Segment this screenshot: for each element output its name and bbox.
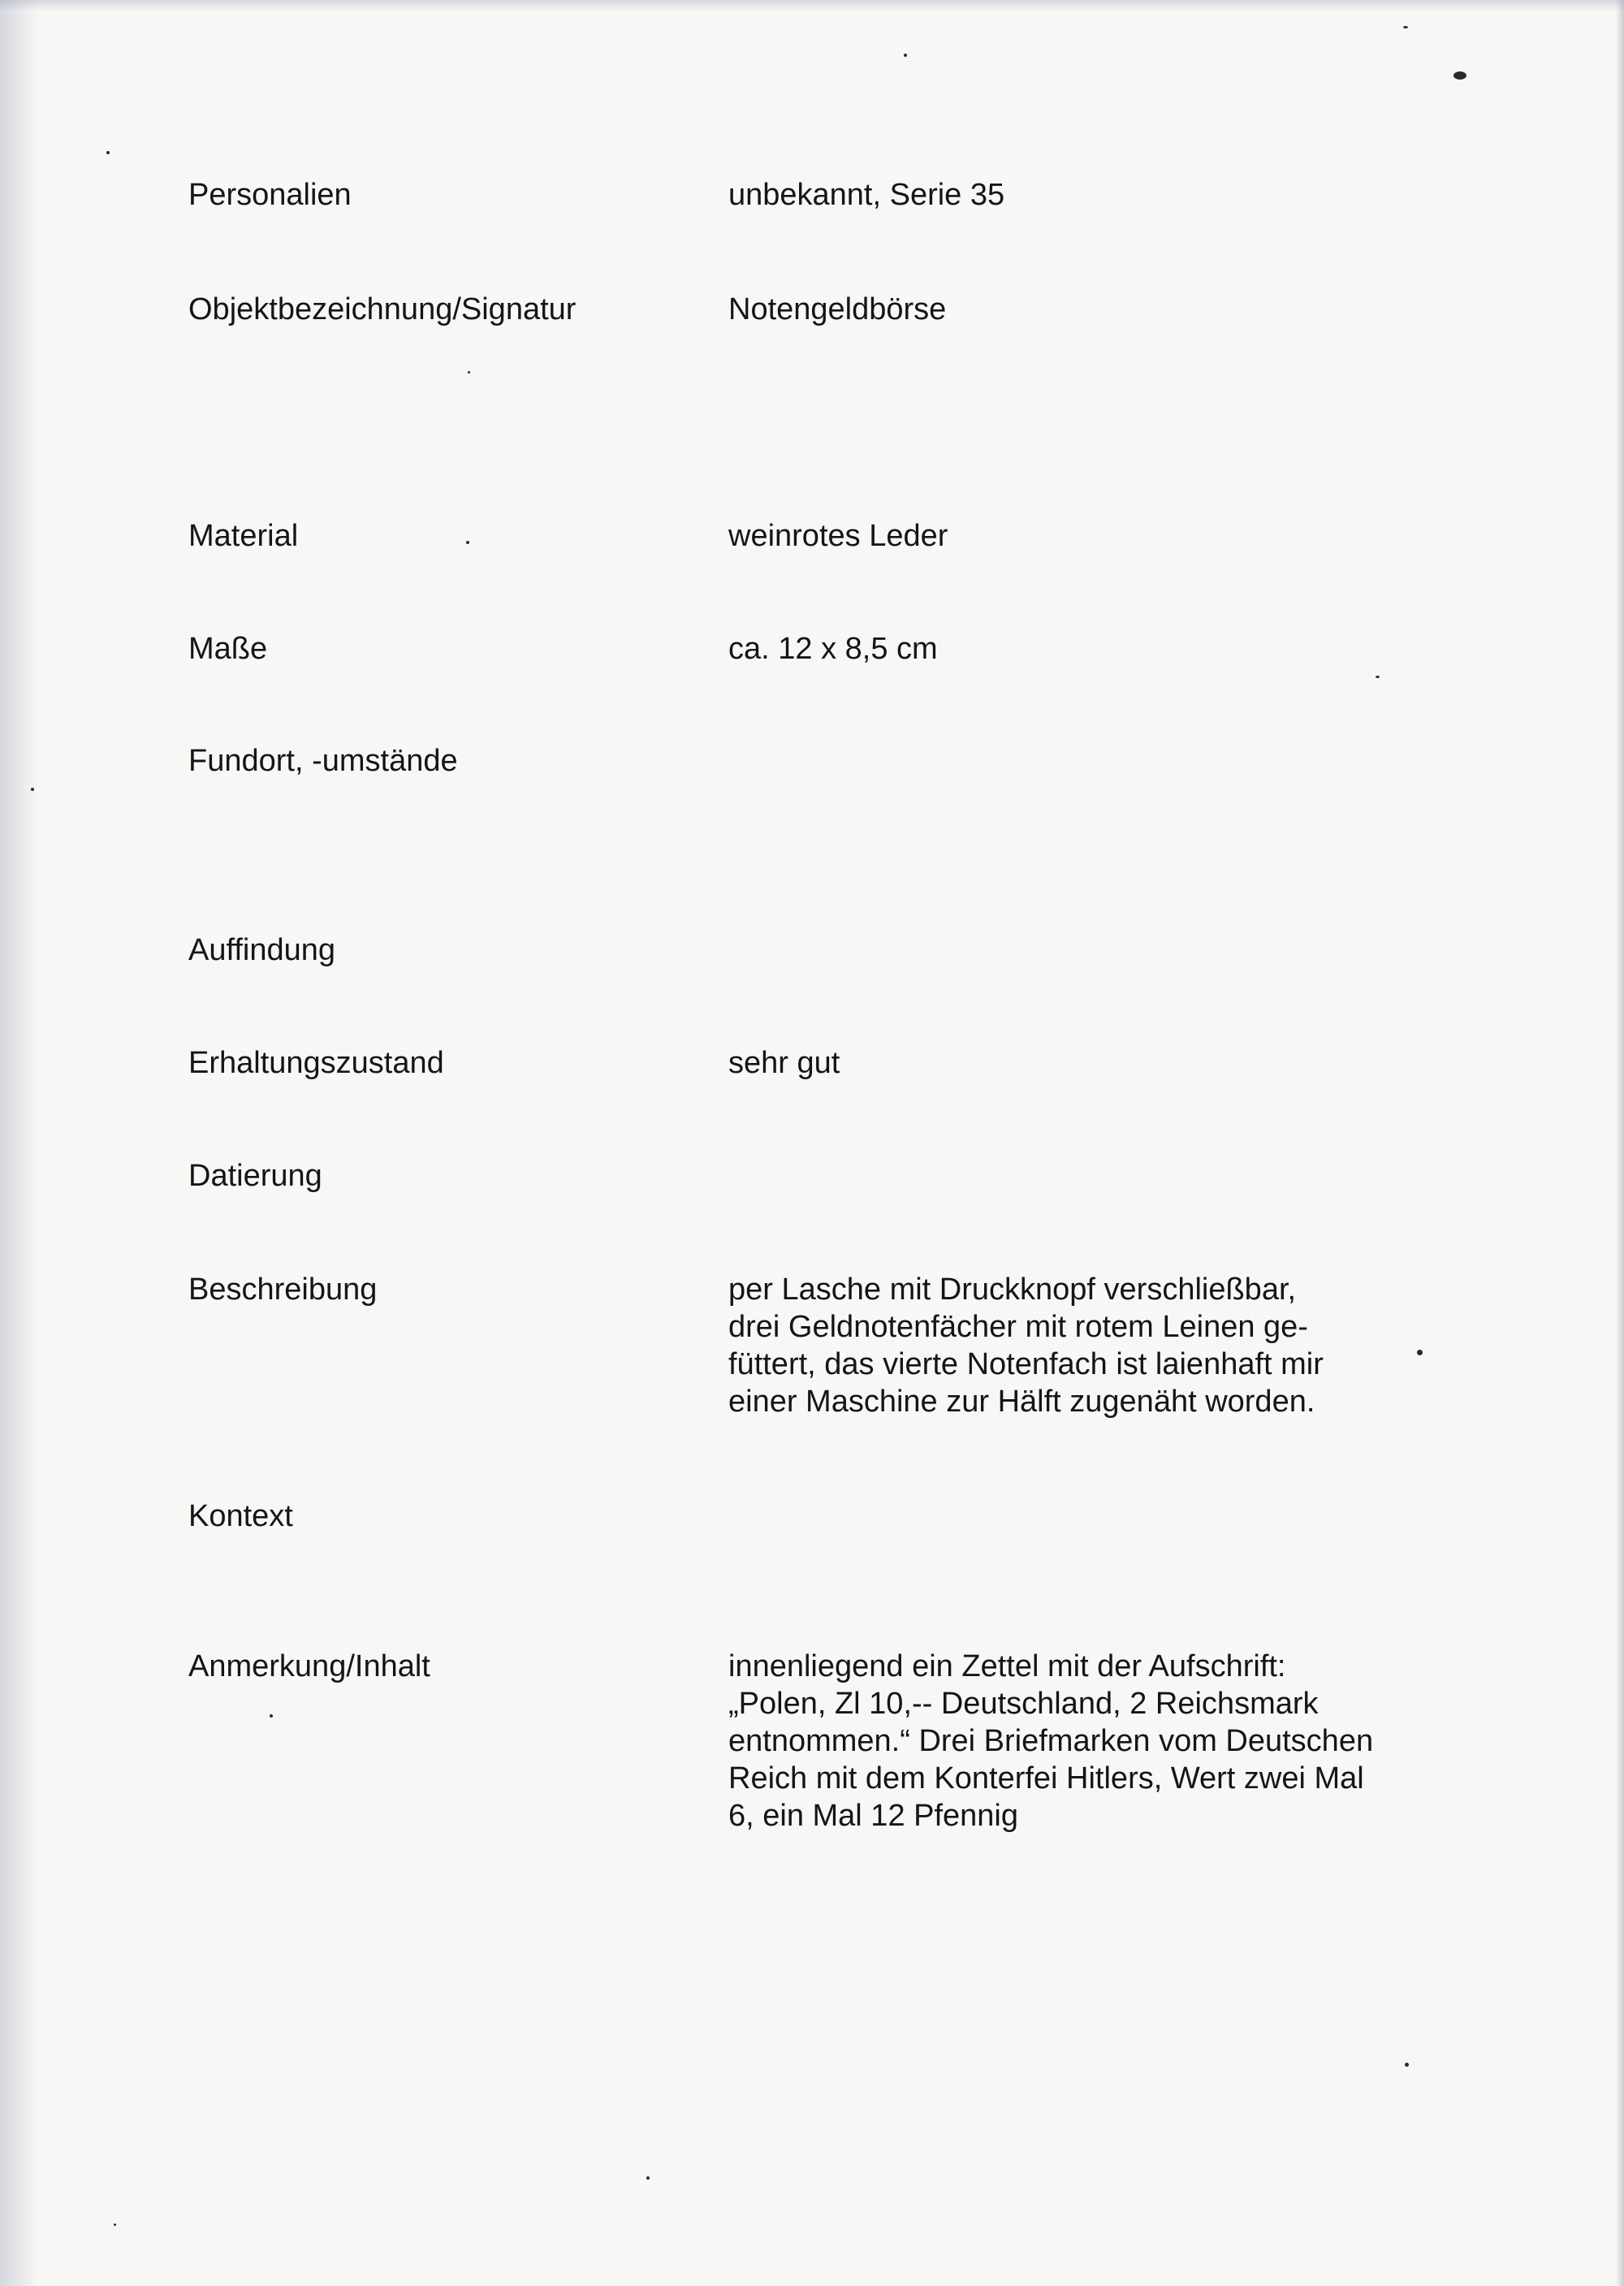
label-objektbezeichnung: Objektbezeichnung/Signatur: [188, 292, 577, 326]
dust-speck: [31, 788, 34, 791]
dust-speck: [270, 1714, 273, 1718]
dust-speck: [904, 54, 907, 57]
dust-speck: [114, 2223, 116, 2226]
value-beschreibung-line: per Lasche mit Druckknopf verschließbar,: [728, 1273, 1297, 1307]
value-anmerkung: [728, 1648, 1459, 1834]
dust-speck: [1403, 26, 1408, 28]
value-anmerkung-line: „Polen, Zl 10,-- Deutschland, 2 Reichsmark: [728, 1687, 1319, 1721]
dust-speck: [1405, 2063, 1409, 2067]
dust-speck: [106, 151, 110, 154]
label-erhaltungszustand: Erhaltungszustand: [188, 1046, 444, 1080]
value-beschreibung-line: einer Maschine zur Hälft zugenäht worden.: [728, 1385, 1315, 1419]
label-fundort: Fundort, -umstände: [188, 744, 458, 778]
dust-speck: [1376, 676, 1380, 678]
label-auffindung: Auffindung: [188, 933, 336, 967]
label-masse: Maße: [188, 632, 268, 666]
dust-speck: [468, 371, 470, 374]
value-material: weinrotes Leder: [728, 519, 948, 553]
value-anmerkung-line: innenliegend ein Zettel mit der Aufschrift:: [728, 1649, 1286, 1683]
dust-speck: [1417, 1350, 1423, 1355]
value-anmerkung-line: 6, ein Mal 12 Pfennig: [728, 1799, 1019, 1833]
dust-speck: [1453, 71, 1466, 80]
label-material: Material: [188, 519, 299, 553]
dust-speck: [646, 2176, 650, 2180]
dust-speck: [466, 541, 469, 544]
label-personalien: Personalien: [188, 178, 352, 212]
value-objektbezeichnung: Notengeldbörse: [728, 292, 947, 326]
value-anmerkung-line: Reich mit dem Konterfei Hitlers, Wert zwei Mal: [728, 1761, 1364, 1796]
value-anmerkung-line: entnommen.“ Drei Briefmarken vom Deutschen: [728, 1724, 1374, 1758]
label-beschreibung: Beschreibung: [188, 1273, 378, 1307]
label-anmerkung: Anmerkung/Inhalt: [188, 1649, 430, 1683]
value-beschreibung-line: füttert, das vierte Notenfach ist laienhaft mir: [728, 1347, 1324, 1381]
value-erhaltungszustand: sehr gut: [728, 1046, 840, 1080]
value-masse: ca. 12 x 8,5 cm: [728, 632, 938, 666]
label-datierung: Datierung: [188, 1159, 322, 1193]
label-kontext: Kontext: [188, 1499, 293, 1533]
value-beschreibung: [728, 1271, 1459, 1420]
value-beschreibung-line: drei Geldnotenfächer mit rotem Leinen ge-: [728, 1310, 1308, 1344]
value-personalien: unbekannt, Serie 35: [728, 178, 1005, 212]
